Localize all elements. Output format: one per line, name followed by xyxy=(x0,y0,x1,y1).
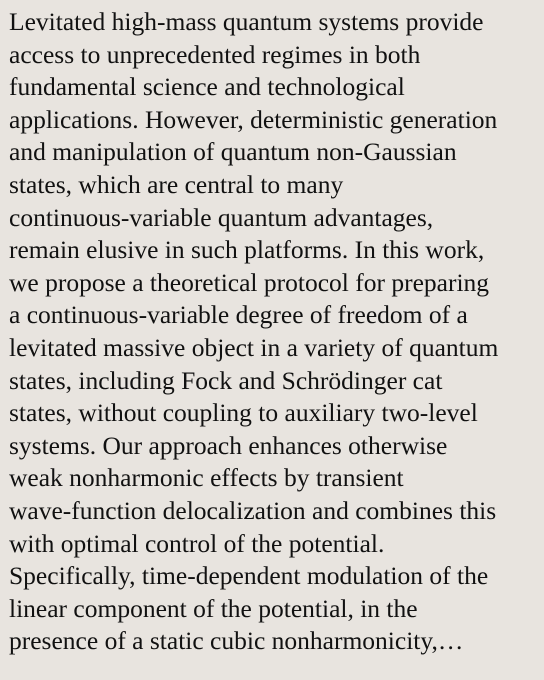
abstract-line: systems. Our approach enhances otherwise xyxy=(9,430,448,460)
abstract-line: wave-function delocalization and combines this xyxy=(9,495,497,525)
abstract-line: remain elusive in such platforms. In this work, xyxy=(9,235,485,265)
abstract-line: we propose a theoretical protocol for preparing xyxy=(9,267,490,297)
abstract-line: and manipulation of quantum non-Gaussian xyxy=(9,137,457,167)
abstract-line: levitated massive object in a variety of quantum xyxy=(9,332,499,362)
abstract-line: with optimal control of the potential. xyxy=(9,528,385,558)
abstract-line: a continuous-variable degree of freedom of a xyxy=(9,300,468,330)
abstract-line: Specifically, time-dependent modulation of the xyxy=(9,561,489,591)
abstract-line: states, including Fock and Schrödinger cat xyxy=(9,365,443,395)
abstract-line: applications. However, deterministic generation xyxy=(9,104,498,134)
abstract-line: presence of a static cubic nonharmonicity,… xyxy=(9,626,464,656)
abstract-line: Levitated high-mass quantum systems provide xyxy=(9,7,484,36)
abstract-line: states, without coupling to auxiliary two-level xyxy=(9,398,478,428)
abstract-text xyxy=(9,6,536,658)
abstract-line: continuous-variable quantum advantages, xyxy=(9,202,434,232)
abstract-line: states, which are central to many xyxy=(9,169,344,199)
abstract-line: linear component of the potential, in the xyxy=(9,593,418,623)
abstract-line: weak nonharmonic effects by transient xyxy=(9,463,404,493)
abstract-line: fundamental science and technological xyxy=(9,72,405,102)
abstract-line: access to unprecedented regimes in both xyxy=(9,39,421,69)
